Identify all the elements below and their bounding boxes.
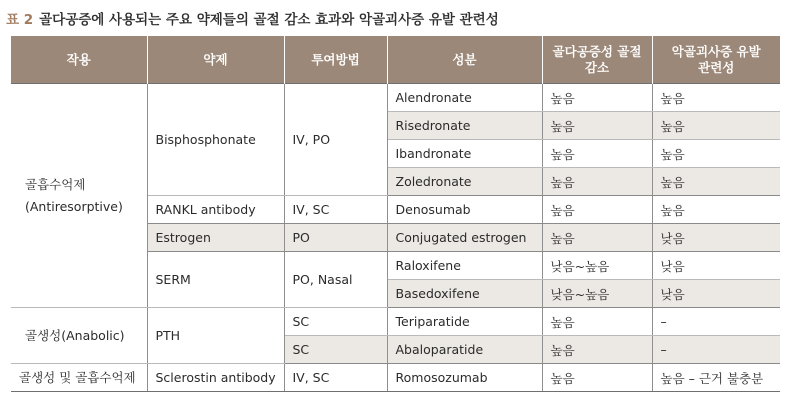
component-cell: Denosumab [387,196,542,224]
onj-cell: 높음 [652,196,780,224]
onj-cell: 높음 [652,168,780,196]
group-antiresorptive-en: (Antiresorptive) [25,198,123,214]
group-both: 골생성 및 골흡수억제 [11,364,147,392]
component-cell: Abaloparatide [387,336,542,364]
component-cell: Romosozumab [387,364,542,392]
fracture-cell: 높음 [542,84,652,112]
component-cell: Risedronate [387,112,542,140]
onj-cell: 낮음 [652,280,780,308]
drug-estrogen: Estrogen [147,224,284,252]
group-anabolic: 골생성(Anabolic) [11,308,147,364]
route-pth-2: SC [284,336,387,364]
onj-cell: 낮음 [652,224,780,252]
onj-cell: – [652,336,780,364]
table-title [6,8,499,28]
header-onj: 악골괴사증 유발 관련성 [652,36,780,84]
fracture-cell: 높음 [542,196,652,224]
route-pth-1: SC [284,308,387,336]
route-sclerostin: IV, SC [284,364,387,392]
component-cell: Raloxifene [387,252,542,280]
component-cell: Zoledronate [387,168,542,196]
table-row [11,84,780,112]
fracture-cell: 낮음~높음 [542,252,652,280]
table-number: 표 2 [6,12,34,28]
component-cell: Alendronate [387,84,542,112]
component-cell: Basedoxifene [387,280,542,308]
table-row [11,308,780,336]
component-cell: Ibandronate [387,140,542,168]
header-component: 성분 [387,36,542,84]
drug-sclerostin: Sclerostin antibody [147,364,284,392]
fracture-cell: 높음 [542,168,652,196]
onj-cell: 높음 [652,112,780,140]
component-cell: Teriparatide [387,308,542,336]
header-action: 작용 [11,36,147,84]
fracture-cell: 높음 [542,224,652,252]
fracture-cell: 높음 [542,364,652,392]
route-bisphosphonate: IV, PO [284,84,387,196]
fracture-cell: 높음 [542,336,652,364]
onj-cell: 높음 – 근거 불충분 [652,364,780,392]
drug-pth: PTH [147,308,284,364]
drug-rankl: RANKL antibody [147,196,284,224]
header-row [11,36,780,84]
route-estrogen: PO [284,224,387,252]
onj-cell: 낮음 [652,252,780,280]
fracture-cell: 높음 [542,140,652,168]
drug-bisphosphonate: Bisphosphonate [147,84,284,196]
fracture-cell: 낮음~높음 [542,280,652,308]
header-fracture: 골다공증성 골절 감소 [542,36,652,84]
drug-serm: SERM [147,252,284,308]
onj-cell: 높음 [652,84,780,112]
table-row [11,364,780,392]
component-cell: Conjugated estrogen [387,224,542,252]
fracture-cell: 높음 [542,112,652,140]
onj-cell: 높음 [652,140,780,168]
header-drug: 약제 [147,36,284,84]
drug-table [11,36,780,392]
route-rankl: IV, SC [284,196,387,224]
table-caption: 골다공증에 사용되는 주요 약제들의 골절 감소 효과와 악골괴사증 유발 관련성 [39,12,499,28]
fracture-cell: 높음 [542,308,652,336]
route-serm: PO, Nasal [284,252,387,308]
group-antiresorptive-kr: 골흡수억제 [25,176,86,192]
onj-cell: – [652,308,780,336]
group-antiresorptive [11,84,147,308]
header-route: 투여방법 [284,36,387,84]
